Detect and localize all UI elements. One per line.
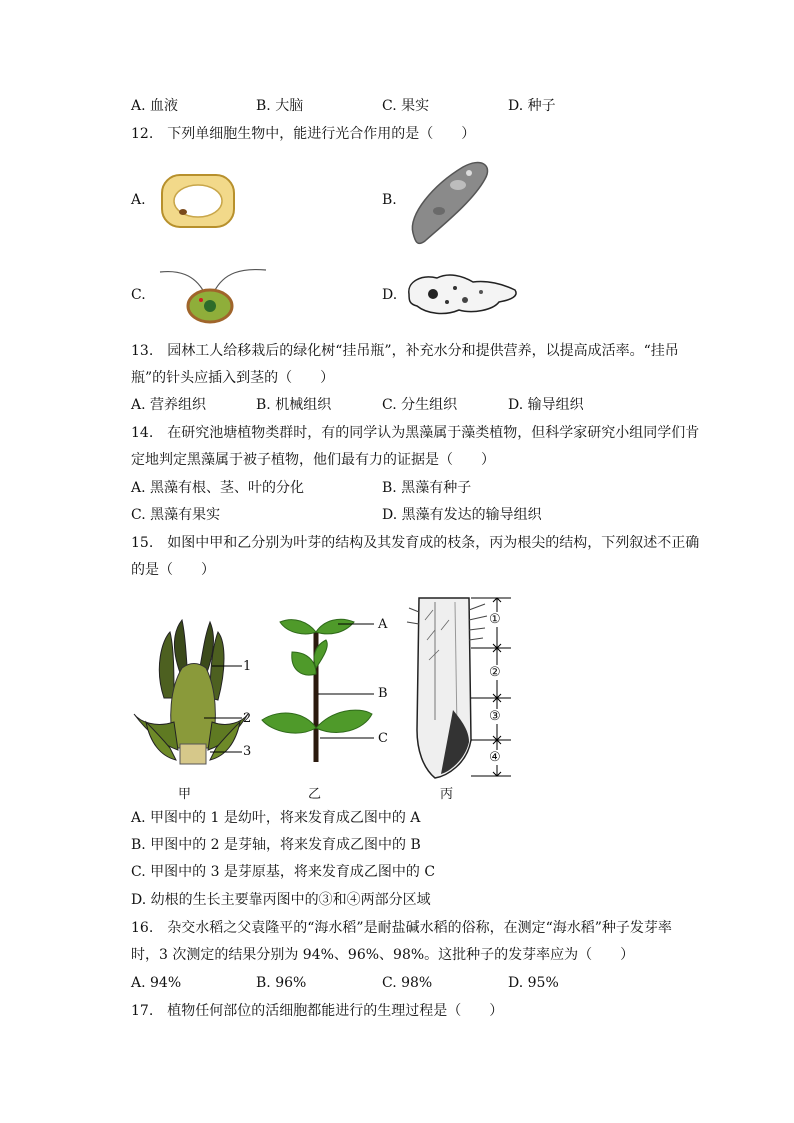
q13-option-a: A. 营养组织 xyxy=(131,397,207,413)
paramecium-image xyxy=(403,155,493,247)
q15-option-a: A. 甲图中的 1 是幼叶，将来发育成乙图中的 A xyxy=(131,810,421,826)
yi-label-b: B xyxy=(378,686,388,701)
yi-label-c: C xyxy=(378,731,388,746)
q11-option-d: D. 种子 xyxy=(508,98,556,114)
caption-bing: 丙 xyxy=(440,787,454,802)
q11-option-a: A. 血液 xyxy=(131,98,179,114)
q12-option-d-letter: D. xyxy=(382,287,398,303)
q15-option-d: D. 幼根的生长主要靠丙图中的③和④两部分区域 xyxy=(131,892,431,908)
q12-option-b-letter: B. xyxy=(382,192,397,208)
caption-yi: 乙 xyxy=(308,787,322,802)
jia-label-3: 3 xyxy=(243,744,252,759)
q16-stem-line1: 16. 杂交水稻之父袁隆平的“海水稻”是耐盐碱水稻的俗称，在测定“海水稻”种子发芽率 xyxy=(131,920,672,936)
branch-figure xyxy=(258,612,388,772)
bing-label-3: ③ xyxy=(489,709,501,724)
q15-option-c: C. 甲图中的 3 是芽原基，将来发育成乙图中的 C xyxy=(131,864,436,880)
jia-label-1: 1 xyxy=(243,659,252,674)
q12-stem: 12. 下列单细胞生物中，能进行光合作用的是（ ） xyxy=(131,126,476,142)
q11-option-b: B. 大脑 xyxy=(256,98,304,114)
q11-option-c: C. 果实 xyxy=(382,98,430,114)
q16-option-c: C. 98% xyxy=(382,975,433,991)
q16-stem-line2: 时，3 次测定的结果分别为 94%、96%、98%。这批种子的发芽率应为（ ） xyxy=(131,947,635,963)
plant-cell-image xyxy=(158,172,238,230)
bing-label-4: ④ xyxy=(489,750,501,765)
caption-jia: 甲 xyxy=(178,787,192,802)
q15-stem-line2: 的是（ ） xyxy=(131,562,215,578)
q16-option-a: A. 94% xyxy=(131,975,182,991)
q14-option-d: D. 黑藻有发达的输导组织 xyxy=(382,507,542,523)
q13-option-c: C. 分生组织 xyxy=(382,397,458,413)
q17-stem: 17. 植物任何部位的活细胞都能进行的生理过程是（ ） xyxy=(131,1003,504,1019)
yi-label-a: A xyxy=(378,617,388,632)
q12-option-c-letter: C. xyxy=(131,287,146,303)
q14-option-c: C. 黑藻有果实 xyxy=(131,507,221,523)
q12-option-a-letter: A. xyxy=(131,192,146,208)
root-tip-figure xyxy=(405,590,520,782)
q13-option-b: B. 机械组织 xyxy=(256,397,332,413)
q16-option-d: D. 95% xyxy=(508,975,559,991)
q13-option-d: D. 输导组织 xyxy=(508,397,584,413)
q14-stem-line2: 定地判定黑藻属于被子植物，他们最有力的证据是（ ） xyxy=(131,452,495,468)
bing-label-1: ① xyxy=(489,612,501,627)
q13-stem-line1: 13. 园林工人给移栽后的绿化树“挂吊瓶”，补充水分和提供营养，以提高成活率。“挂吊 xyxy=(131,343,679,359)
leaf-bud-figure xyxy=(130,618,260,783)
amoeba-image xyxy=(403,270,521,320)
chlamydomonas-image xyxy=(158,262,268,324)
q14-option-a: A. 黑藻有根、茎、叶的分化 xyxy=(131,480,305,496)
q13-stem-line2: 瓶”的针头应插入到茎的（ ） xyxy=(131,370,335,386)
bing-label-2: ② xyxy=(489,665,501,680)
q14-stem-line1: 14. 在研究池塘植物类群时，有的同学认为黑藻属于藻类植物，但科学家研究小组同学们肯 xyxy=(131,425,700,441)
q16-option-b: B. 96% xyxy=(256,975,307,991)
q14-option-b: B. 黑藻有种子 xyxy=(382,480,472,496)
jia-label-2: 2 xyxy=(243,711,252,726)
q15-stem-line1: 15. 如图中甲和乙分别为叶芽的结构及其发育成的枝条，丙为根尖的结构，下列叙述不正确 xyxy=(131,535,700,551)
q15-option-b: B. 甲图中的 2 是芽轴，将来发育成乙图中的 B xyxy=(131,837,421,853)
